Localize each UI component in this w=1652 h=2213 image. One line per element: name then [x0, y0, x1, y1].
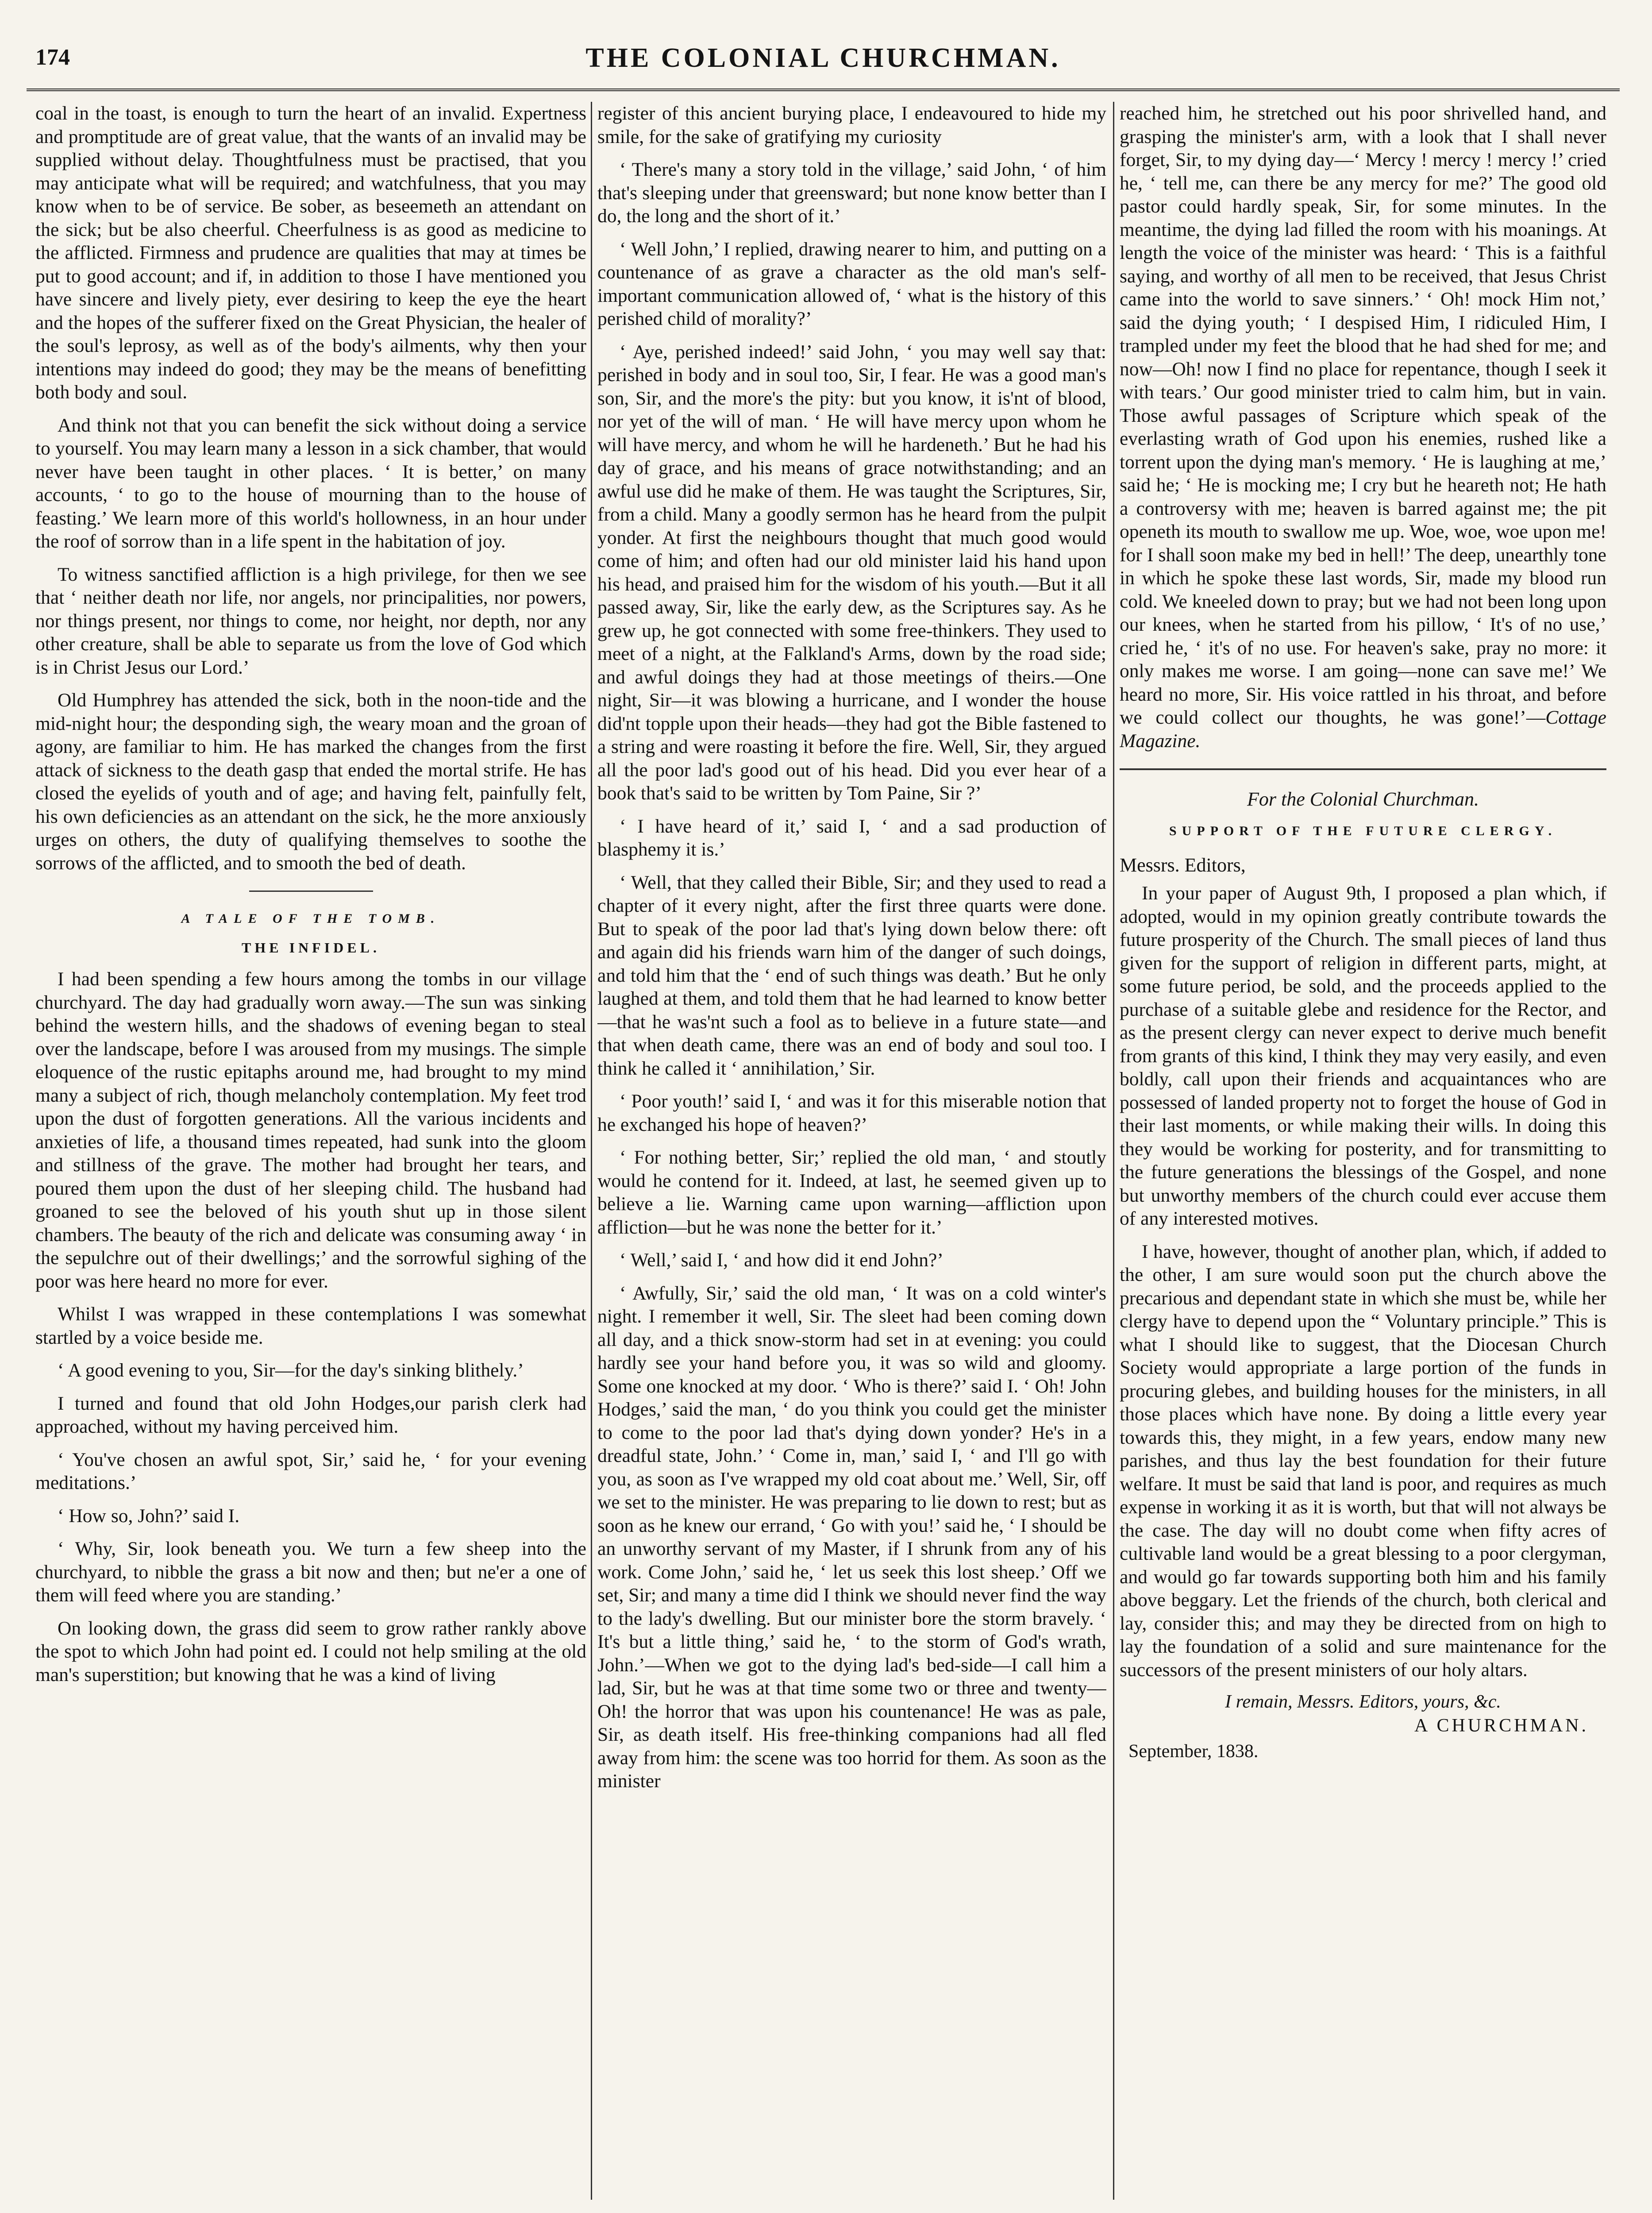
- column-divider: [1113, 102, 1114, 2200]
- section-divider: [249, 891, 373, 892]
- paragraph: ‘ There's many a story told in the village,’ said John, ‘ of him that's sleeping under that greensward; but none know better than I do, the long and the short of it.’: [597, 159, 1106, 227]
- paragraph: I turned and found that old John Hodges,our parish clerk had approached, without my having perceived him.: [35, 1392, 586, 1437]
- letter-closing: I remain, Messrs. Editors, yours, &c.: [1225, 1692, 1501, 1712]
- article-title: A TALE OF THE TOMB.: [181, 911, 441, 926]
- paragraph: register of this ancient burying place, I endeavoured to hide my smile, for the sake of gratifying my curiosity: [597, 103, 1106, 147]
- paragraph: [1120, 102, 1606, 752]
- letter-signature: A CHURCHMAN.: [1414, 1716, 1589, 1736]
- newspaper-page: [27, 27, 1620, 2213]
- section-divider: [1120, 768, 1606, 770]
- paragraph-text: reached him, he stretched out his poor shrivelled hand, and grasping the minister's arm, with a look that I shall never forget, Sir, to my dying day—‘ Mercy ! mercy ! mercy !’ cried he, ‘ tell me, can there be any mercy for me?’ The good old pastor could hardly speak, Sir, for some minutes. In the meantime, the dying lad filled the room with his moanings. At length the voice of the minister was heard: ‘ This is a faithful saying, and worthy of all men to be received, that Jesus Christ came into the world to save sinners.’ ‘ Oh! mock Him not,’ said the dying youth; ‘ I despised Him, I ridiculed Him, I trampled under my feet the blood that he had shed for me; and now—Oh! now I find no place for repentance, though I seek it with tears.’ Our good minister tried to calm him, but in vain. Those awful passages of Scripture which speak of the everlasting wrath of God upon his enemies, rushed like a torrent upon the dying man's memory. ‘ He is laughing at me,’ said he; ‘ He is mocking me; I cry but he heareth not; He hath a controversy with me; heaven is barred against me; the pit openeth its mouth to swallow me up. Woe, woe, woe upon me! for I shall soon make my bed in hell!’ The deep, unearthly tone in which he spoke these last words, Sir, made my blood run cold. We kneeled down to pray; but we had not been long upon our knees, when he started from his pillow, ‘ It's of no use,’ cried he, ‘ it's of no use. For heaven's sake, pray no more: it only makes me worse. I am going—none can save me!’ We heard no more, Sir. His voice rattled in his throat, and before we could collect our thoughts, he was gone!’—: [1120, 103, 1606, 728]
- column-3: [1120, 102, 1606, 2209]
- paragraph: ‘ Awfully, Sir,’ said the old man, ‘ It was on a cold winter's night. I remember it well, Sir. The sleet had been coming down all day, and a thick snow-storm had set in at evening: you could hardly see your hand before you, it was so wild and gloomy. Some one knocked at my door. ‘ Who is there?’ said I. ‘ Oh! John Hodges,’ said the man, ‘ do you think you could get the minister to come to the poor lad that's dying down yonder? He's in a dreadful state, John.’ ‘ Come in, man,’ said I, ‘ and I'll go with you, as soon as I've wrapped my old coat about me.’ Well, Sir, off we set to the minister. He was preparing to lie down to rest; but as soon as he knew our errand, ‘ Go with you!’ said he, ‘ I should be an unworthy servant of my Master, if I shrunk from any of his work. Come John,’ said he, ‘ let us seek this lost sheep.’ Off we set, Sir; and many a time did I think we should never find the way to the lady's dwelling. But our minister bore the storm bravely. ‘ It's but a little thing,’ said he, ‘ to the storm of God's wrath, John.’—When we got to the dying lad's bed-side—I call him a lad, Sir, but he was at that time some two or three and twenty—Oh! the horror that was upon his countenance! He was as pale, Sir, as death itself. His free-thinking companions had all fled away from him: the scene was too horrid for them. As soon as the minister: [597, 1282, 1106, 1792]
- letter-date: September, 1838.: [1128, 1741, 1259, 1762]
- paragraph: ‘ Why, Sir, look beneath you. We turn a few sheep into the churchyard, to nibble the grass a bit now and then; but ne'er a one of them will feed where you are standing.’: [35, 1538, 586, 1606]
- paragraph: ‘ You've chosen an awful spot, Sir,’ said he, ‘ for your evening meditations.’: [35, 1449, 586, 1493]
- column-2: [597, 102, 1106, 2209]
- source-credit: Cottage Magazine.: [1120, 707, 1606, 752]
- paragraph: coal in the toast, is enough to turn the heart of an invalid. Expertness and promptitude are of great value, that the wants of an invalid may be supplied without delay. Thoughtfulness must be practised, that you may anticipate what will be required; and watchfulness, that you may know when to be of service. Be sober, as beseemeth an attendant on the sick; but be also cheerful. Cheerfulness is as good as medicine to the afflicted. Firmness and prudence are qualities that may at times be put to good account; and if, in addition to those I have mentioned you have sincere and lively piety, ever desiring to keep the eye the heart and the hopes of the sufferer fixed on the Great Physician, the healer of the soul's leprosy, as well as of the body's ailments, why then your intentions may indeed do good; they may be the means of benefitting both body and soul.: [35, 103, 586, 403]
- paragraph: In your paper of August 9th, I proposed a plan which, if adopted, would in my opinion greatly contribute towards the future prosperity of the Church. The small pieces of land thus given for the support of religion in different parts, might, at some future period, be sold, and the proceeds applied to the purchase of a suitable glebe and residence for the Rector, and as the present clergy can never expect to derive much benefit from grants of this kind, I think they may very easily, and even boldly, call upon their friends and acquaintances who are possessed of landed property not to forget the house of God in their last moments, or while making their wills. In doing this they would be working for posterity, and for transmitting to the future generations the blessings of the Gospel, and none but unworthy members of the church could ever accuse them of any interested motives.: [1120, 883, 1606, 1229]
- masthead-title: THE COLONIAL CHURCHMAN.: [585, 43, 1061, 73]
- page-header: [27, 40, 1620, 84]
- paragraph: I have, however, thought of another plan, which, if added to the other, I am sure would soon put the church above the precarious and dependant state in which she must be, while her clergy have to depend upon the “ Voluntary principle.” This is what I should like to suggest, that the Diocesan Church Society would appropriate a large portion of the funds in procuring glebes, and building houses for the ministers, in all those places which have none. By doing a little every year towards this, they might, in a few years, endow many new parishes, and thus lay the best foundation for their future welfare. It must be said that land is poor, and requires as much expense in working it as it is worth, but that will not always be the case. The day will no doubt come when fifty acres of cultivable land would be a great blessing to a poor clergyman, and would go far towards supporting both him and his family above beggary. Let the friends of the church, both clerical and lay, consider this; and may they be directed from on high to lay the foundation of a solid and sure maintenance for the successors of the present ministers of our holy altars.: [1120, 1241, 1606, 1681]
- header-rule: [27, 89, 1620, 91]
- paragraph: Old Humphrey has attended the sick, both in the noon-tide and the mid-night hour; the desponding sigh, the weary moan and the groan of agony, are familiar to him. He has marked the changes from the first attack of sickness to the death gasp that ended the mortal strife. He has closed the eyelids of youth and of age; and having felt, painfully felt, his own deficiencies as an attendant on the sick, he the more anxiously urges on others, the duty of qualifying themselves to soothe the sorrows of the afflicted, and to smooth the bed of death.: [35, 690, 586, 874]
- paragraph: ‘ Aye, perished indeed!’ said John, ‘ you may well say that: perished in body and in soul too, Sir, I fear. He was a good man's son, Sir, and the more's the pity: but you know, it is'nt of blood, nor yet of the will of man. ‘ He will have mercy upon whom he will have mercy, and whom he will he hardeneth.’ But he had his day of grace, and his means of grace notwithstanding; and an awful use did he make of them. He was taught the Scriptures, Sir, from a child. Many a goodly sermon has he heard from the pulpit yonder. At first the neighbours thought that much good would come of him; and often had our old minister laid his hand upon his head, and praised him for the wisdom of his youth.—But it all passed away, Sir, like the early dew, as the Scriptures say. As he grew up, he got connected with some free-thinkers. They used to meet of a night, at the Falkland's Arms, down by the road side; and awful doings they had at those meetings of theirs.—One night, Sir—it was blowing a hurricane, and I wonder the house did'nt topple upon their heads—they had got the Bible fastened to a string and were roasting it before the fire. Well, Sir, they argued all the poor lad's good out of his head. Did you ever hear of a book that's said to be written by Tom Paine, Sir ?’: [597, 341, 1106, 804]
- paragraph: ‘ A good evening to you, Sir—for the day's sinking blithely.’: [58, 1360, 524, 1381]
- column-divider: [591, 102, 592, 2200]
- paragraph: On looking down, the grass did seem to grow rather rankly above the spot to which John had point ed. I could not help smiling at the old man's superstition; but knowing that he was a kind of living: [35, 1617, 586, 1685]
- paragraph: Whilst I was wrapped in these contemplations I was somewhat startled by a voice beside me.: [35, 1303, 586, 1348]
- article-subtitle: THE INFIDEL.: [242, 940, 380, 956]
- paragraph: To witness sanctified affliction is a high privilege, for then we see that ‘ neither death nor life, nor angels, nor principalities, nor powers, nor things present, nor things to come, nor height, nor depth, nor any other creature, shall be able to separate us from the love of God which is in Christ Jesus our Lord.’: [35, 563, 586, 678]
- paragraph: ‘ For nothing better, Sir;’ replied the old man, ‘ and stoutly would he contend for it. Indeed, at last, he seemed given up to believe a lie. Warning came upon warning—affliction upon affliction—but he was none the better for it.’: [597, 1147, 1106, 1238]
- paragraph: ‘ Poor youth!’ said I, ‘ and was it for this miserable notion that he exchanged his hope of heaven?’: [597, 1091, 1106, 1135]
- paragraph: ‘ How so, John?’ said I.: [58, 1505, 240, 1527]
- paragraph: ‘ Well, that they called their Bible, Sir; and they used to read a chapter of it every night, after the first three quarts were done. But to speak of the poor lad that's lying down below there: oft and again did his friends warn him of the danger of such doings, and told him that the ‘ end of such things was death.’ But he only laughed at them, and told them that he had learned to know better—that he was'nt such a fool as to believe in a future state—and that when death came, there was an end of body and soul too. I think he called it ‘ annihilation,’ Sir.: [597, 871, 1106, 1079]
- contribution-line: For the Colonial Churchman.: [1247, 788, 1479, 810]
- column-1: [35, 102, 586, 2209]
- paragraph: And think not that you can benefit the sick without doing a service to yourself. You may learn many a lesson in a sick chamber, that would never have been taught in other places. ‘ It is better,’ on many accounts, ‘ to go to the house of mourning than to the house of feasting.’ We learn more of this world's hollowness, in an hour under the roof of sorrow than in a life spent in the habitation of joy.: [35, 414, 586, 552]
- page-number: 174: [35, 45, 70, 70]
- paragraph: ‘ I have heard of it,’ said I, ‘ and a sad production of blasphemy it is.’: [597, 815, 1106, 860]
- paragraph: ‘ Well John,’ I replied, drawing nearer to him, and putting on a countenance of as grave a character as the old man's self-important communication allowed of, ‘ what is the history of this perished child of morality?’: [597, 238, 1106, 329]
- salutation: Messrs. Editors,: [1120, 854, 1246, 876]
- paragraph: I had been spending a few hours among the tombs in our village churchyard. The day had gradually worn away.—The sun was sinking behind the western hills, and the shadows of evening began to steal over the landscape, before I was aroused from my musings. The simple eloquence of the rustic epitaphs around me, had brought to my mind many a subject of rich, though melancholy contemplation. My feet trod upon the dust of forgotten generations. All the various incidents and anxieties of life, a thousand times repeated, had sunk into the gloom and stillness of the grave. The mother had brought her tears, and poured them upon the dust of her sleeping child. The husband had groaned to see the beloved of his youth shut up in those silent chambers. The beauty of the rich and delicate was consuming away ‘ in the sepulchre out of their dwellings;’ and the sorrowful sighing of the poor was here heard no more for ever.: [35, 968, 586, 1292]
- article-title: SUPPORT OF THE FUTURE CLERGY.: [1169, 824, 1557, 838]
- paragraph: ‘ Well,’ said I, ‘ and how did it end John?’: [620, 1249, 943, 1271]
